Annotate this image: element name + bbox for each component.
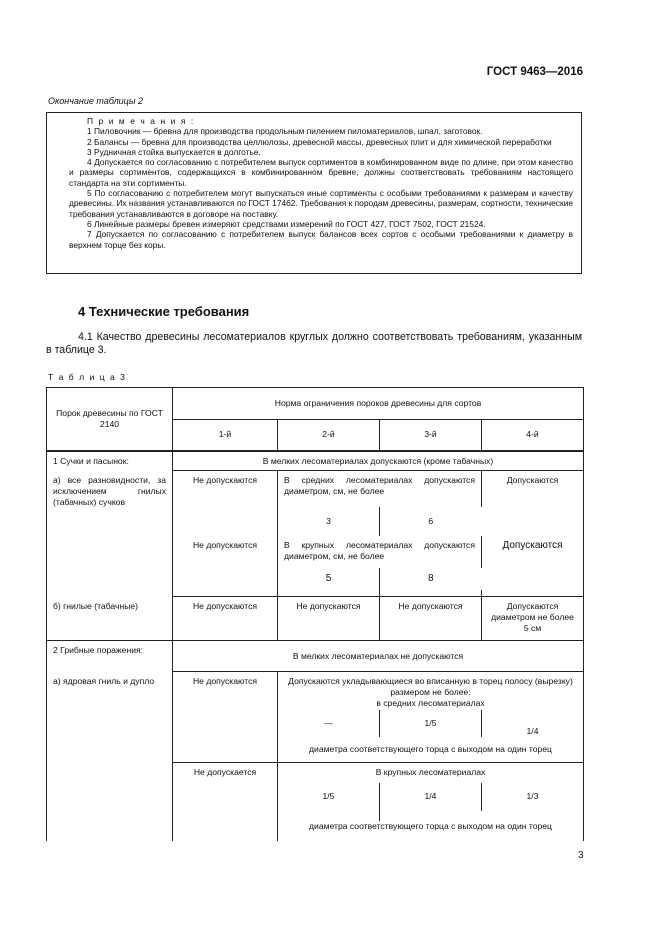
- grade-header-3: 3-й: [380, 420, 482, 451]
- notes-title: П р и м е ч а н и я :: [87, 116, 195, 126]
- knots-large-g4: Допускаются: [482, 536, 584, 590]
- grade-header-1: 1-й: [173, 420, 278, 451]
- fungal-mid-sub: в средних лесоматериалах: [376, 698, 485, 708]
- note-item: 7 Допускается по согласованию с потребителем выпуск балансов всех сортов с особыми требованиями к диаметру в верхнем торце без коры.: [69, 229, 573, 250]
- fungal-mid-foot: диаметра соответствующего торца с выходом на один торец: [278, 737, 584, 763]
- note-item: 6 Линейные размеры бревен измеряют средствами измерений по ГОСТ 427, ГОСТ 7502, ГОСТ 21524.: [87, 218, 486, 229]
- fungal-a-label: а) ядровая гниль и дупло: [47, 672, 173, 841]
- fungal-mid-g1: Не допускаются: [173, 672, 278, 763]
- knots-large-g1: Не допускаются: [173, 536, 278, 590]
- knots-mid-g2: 3: [278, 507, 380, 536]
- fungal-mid-text: Допускаются укладывающиеся во вписанную в торец полосу (вырезку) размером не более:: [288, 676, 573, 697]
- knots-b-g2: Не допускаются: [278, 597, 380, 641]
- defects-table: [46, 387, 584, 841]
- fungal-large-text: В крупных лесоматериалах: [278, 763, 584, 783]
- table-continuation-label: Окончание таблицы 2: [48, 96, 143, 106]
- knots-small-text: В мелких лесоматериалах допускаются (кроме табачных): [173, 451, 584, 471]
- note-item: 5 По согласованию с потребителем могут выпускаться иные сортименты с особыми требованиями к размерам и качеству древесины. Их названия устанавливаются по ГОСТ 17462. Требования к породам древесины, размерам, сортности, технические требования устанавливаются в договоре на поставку.: [69, 188, 573, 219]
- defect-column-header: Порок древесины по ГОСТ 2140: [47, 388, 173, 451]
- fungal-large-foot: диаметра соответствующего торца с выходом на один торец: [278, 821, 584, 839]
- knots-mid-text: В средних лесоматериалах допускаются диаметром, см, не более: [278, 471, 482, 507]
- knots-large-g2: 5: [278, 568, 380, 590]
- fungal-mid-g2: —: [278, 710, 380, 737]
- note-item: 1 Пиловочник — бревна для производства продольным пилением пиломатериалов, шпал, заготовок.: [87, 126, 483, 137]
- fungal-large-g1: Не допускается: [173, 763, 278, 841]
- notes-box: [46, 112, 582, 274]
- fungal-large-g3: 1/4: [380, 783, 482, 811]
- grade-header-2: 2-й: [278, 420, 380, 451]
- note-item: 4 Допускается по согласованию с потребителем выпуск сортиментов в комбинированном виде по длине, при этом качество и размеры сортиментов, содержащихся в комбинированном бревне, должны соответствовать требованиям настоящего стандарта на эти сортименты.: [69, 157, 573, 188]
- knots-mid-g4: Допускаются: [482, 471, 584, 536]
- section-title: 4 Технические требования: [78, 304, 250, 319]
- section-paragraph: 4.1 Качество древесины лесоматериалов круглых должно соответствовать требованиям, указанным в таблице 3.: [46, 331, 582, 356]
- note-item: 2 Балансы — бревна для производства целлюлозы, древесной массы, древесных плит и для химической переработки: [87, 136, 552, 147]
- knots-b-g4: Допускаются диаметром не более 5 см: [482, 597, 584, 641]
- fungal-label: 2 Грибные поражения:: [47, 641, 173, 672]
- knots-mid-g3: 6: [428, 515, 434, 526]
- knots-b-g1: Не допускаются: [173, 597, 278, 641]
- table-caption: Т а б л и ц а 3: [48, 372, 127, 382]
- standard-header: ГОСТ 9463—2016: [486, 66, 583, 78]
- fungal-large-g2: 1/5: [278, 783, 380, 811]
- knots-large-text: В крупных лесоматериалах допускаются диаметром, см, не более: [278, 536, 482, 568]
- grade-header-4: 4-й: [482, 420, 584, 451]
- knots-b-g3: Не допускаются: [380, 597, 482, 641]
- knots-b-label: б) гнилые (табачные): [47, 597, 173, 641]
- norm-column-header: Норма ограничения пороков древесины для сортов: [173, 388, 584, 420]
- knots-mid-g1: Не допускаются: [173, 471, 278, 536]
- fungal-small-text: В мелких лесоматериалах не допускаются: [173, 641, 584, 672]
- knots-label: 1 Сучки и пасынок:: [47, 451, 173, 471]
- fungal-large-g4: 1/3: [482, 783, 584, 811]
- page-number: 3: [578, 850, 584, 861]
- knots-a-label: а) все разновидности, за исключением гнилых (табачных) сучков: [47, 471, 173, 597]
- note-item: 3 Рудничная стойка выпускается в долготье.: [87, 146, 261, 157]
- fungal-mid-g3: 1/5: [380, 710, 482, 737]
- knots-large-g3: 8: [427, 573, 434, 584]
- fungal-mid-g4: 1/4: [482, 710, 584, 737]
